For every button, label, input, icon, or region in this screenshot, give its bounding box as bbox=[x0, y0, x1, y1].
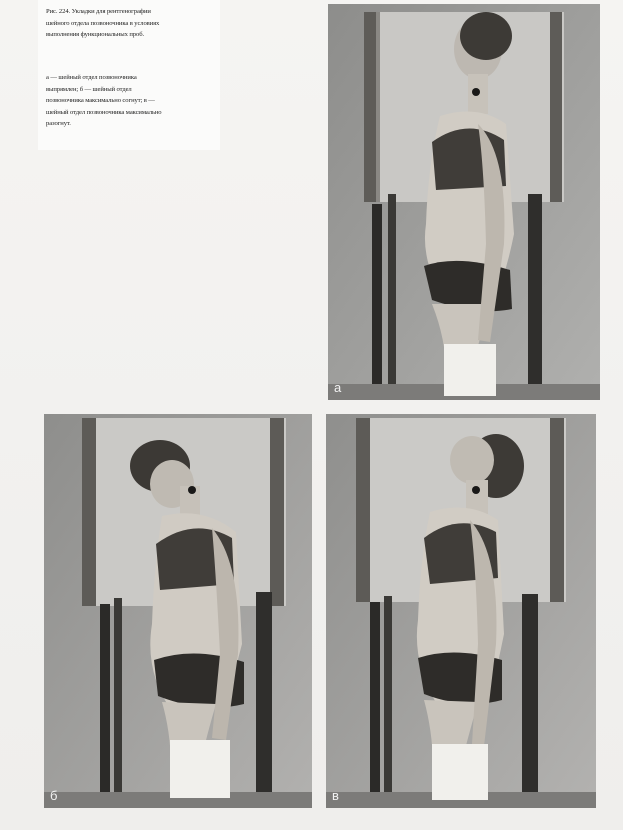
photo-a-label: а bbox=[334, 380, 342, 395]
photo-c bbox=[326, 414, 596, 808]
photo-a bbox=[328, 4, 600, 400]
photo-a-image bbox=[328, 4, 600, 400]
figure-legend: а — шейный отдел позвоночника выпрямлен; б — шейный отдел позвоночника максимально согнут; в — шейный отдел позвоночника максимально разогнут. bbox=[46, 74, 162, 128]
photo-c-label: в bbox=[332, 788, 339, 803]
photo-b-image bbox=[44, 414, 312, 808]
figure-caption bbox=[38, 0, 220, 150]
figure-title: Рис. 224. Укладки для рентгенографии шейного отдела позвоночника в условиях выполнения функциональных проб. bbox=[46, 8, 160, 39]
photo-c-image bbox=[326, 414, 596, 808]
photo-b-label: б bbox=[50, 788, 58, 803]
photo-b bbox=[44, 414, 312, 808]
